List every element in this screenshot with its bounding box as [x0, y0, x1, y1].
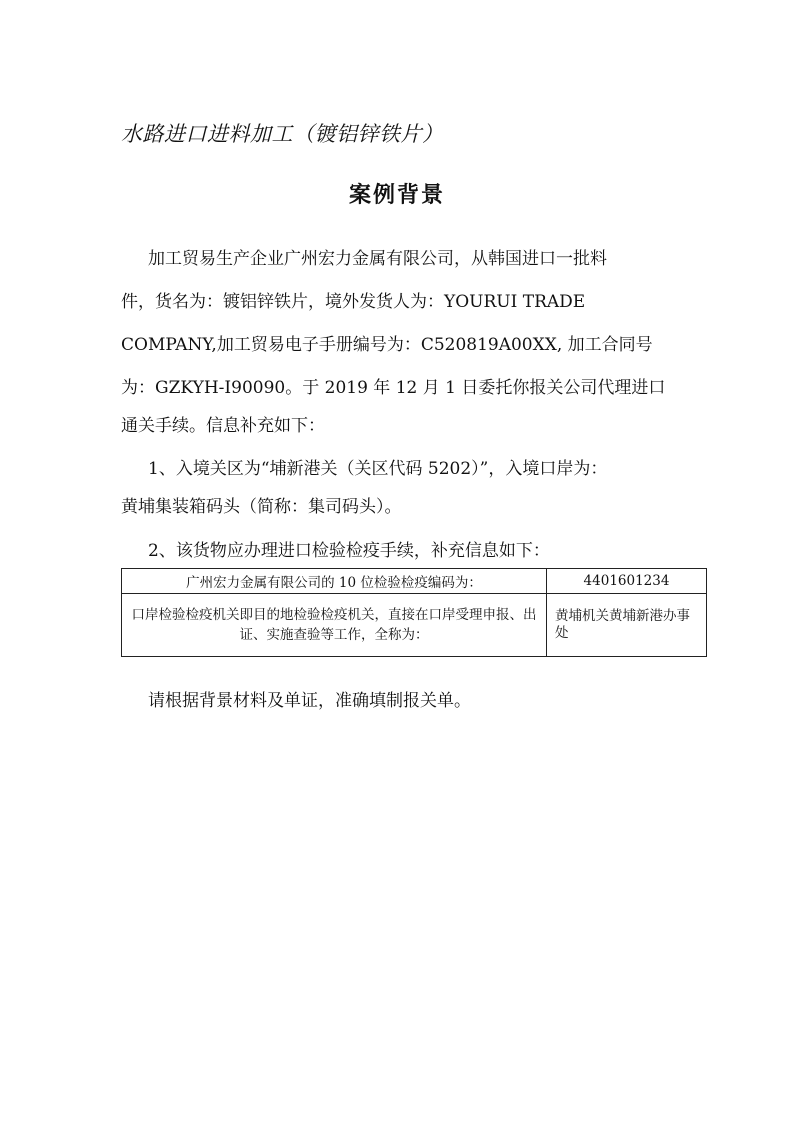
- section-title: 案例背景: [348, 182, 445, 208]
- table-row: [122, 569, 707, 594]
- document-title: 水路进口进料加工（镀铝锌铁片）: [121, 122, 444, 146]
- paragraph-line: 为：GZKYH-I90090。于 2019 年 12 月 1 日委托你报关公司代理进口: [121, 378, 666, 398]
- item-1-line: 黄埔集装箱码头（简称：集司码头）。: [121, 497, 402, 517]
- info-table: [121, 568, 707, 657]
- paragraph-line: 件，货名为：镀铝锌铁片，境外发货人为：YOURUI TRADE: [121, 292, 586, 312]
- closing-line: 请根据背景材料及单证，准确填制报关单。: [148, 691, 471, 711]
- paragraph-line: 加工贸易生产企业广州宏力金属有限公司，从韩国进口一批料: [148, 249, 607, 269]
- table-label-cell: 口岸检验检疫机关即目的地检验检疫机关，直接在口岸受理申报、出证、实施查验等工作，全称为：: [122, 594, 547, 657]
- paragraph-line: 通关手续。信息补充如下：: [121, 416, 325, 436]
- table-value-cell: 4401601234: [547, 569, 707, 594]
- paragraph-line: COMPANY,加工贸易电子手册编号为：C520819A00XX, 加工合同号: [121, 335, 653, 355]
- table-row: [122, 594, 707, 657]
- item-2-line: 2、该货物应办理进口检验检疫手续，补充信息如下：: [148, 541, 550, 561]
- table-label-cell: 广州宏力金属有限公司的 10 位检验检疫编码为：: [122, 569, 547, 594]
- item-1-line: 1、入境关区为“埔新港关（关区代码 5202）”，入境口岸为：: [148, 459, 608, 479]
- table-value-cell: 黄埔机关黄埔新港办事处: [547, 594, 707, 657]
